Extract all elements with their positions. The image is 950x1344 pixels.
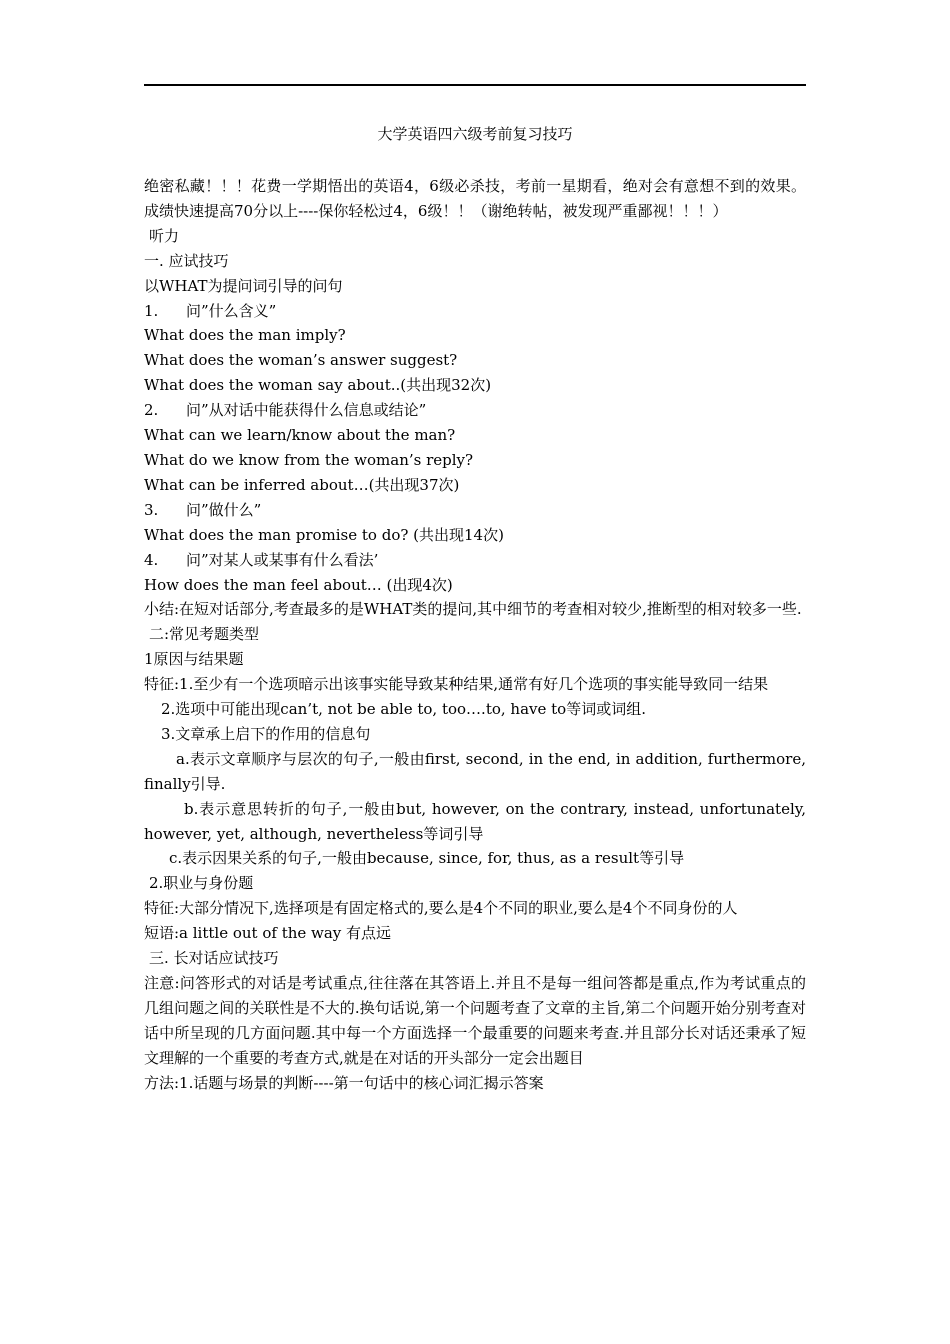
topic-2-feature: 特征:大部分情况下,选择项是有固定格式的,要么是4个不同的职业,要么是4个不同身份的人 bbox=[144, 899, 738, 918]
example-line: What does the woman say about..(共出现32次) bbox=[144, 376, 492, 395]
example-line: How does the man feel about… (出现4次) bbox=[144, 575, 453, 594]
topic-1-heading: 1原因与结果题 bbox=[144, 650, 244, 669]
topic-1-feature-a: a.表示文章顺序与层次的句子,一般由first, second, in the end, in addition, furthermore, finally引导. bbox=[144, 749, 806, 793]
question-type-4 bbox=[144, 548, 806, 573]
question-type-2 bbox=[144, 398, 806, 423]
section-1-heading: 一. 应试技巧 bbox=[144, 251, 229, 270]
document-body bbox=[144, 174, 806, 1096]
section-2-heading: 二:常见考题类型 bbox=[149, 625, 260, 644]
document-title: 大学英语四六级考前复习技巧 bbox=[377, 125, 573, 143]
topic-1-feature-3: 3.文章承上启下的作用的信息句 bbox=[161, 724, 371, 743]
summary-paragraph: 小结:在短对话部分,考查最多的是WHAT类的提问,其中细节的考查相对较少,推断型的相对较多一些. bbox=[144, 600, 802, 619]
question-type-1 bbox=[144, 299, 806, 324]
item-number: 2. bbox=[144, 401, 159, 420]
note-paragraph: 注意:问答形式的对话是考试重点,往往落在其答语上.并且不是每一组问答都是重点,作为考试重点的几组问题之间的关联性是不大的.换句话说,第一个问题考查了文章的主旨,第二个问题开始分别考查对话中所呈现的几方面问题.其中每一个方面选择一个最重要的问题来考查.并且部分长对话还秉承了短文理解的一个重要的考查方式,就是在对话的开头部分一定会出题目 bbox=[144, 974, 806, 1067]
item-number: 1. bbox=[144, 301, 159, 320]
topic-1-feature: 特征:1.至少有一个选项暗示出该事实能导致某种结果,通常有好几个选项的事实能导致同一结果 bbox=[144, 675, 769, 694]
item-number: 3. bbox=[144, 500, 159, 519]
section-1-subheading: 以WHAT为提问词引导的问句 bbox=[144, 276, 343, 295]
header-rule bbox=[144, 84, 806, 86]
topic-2-heading: 2.职业与身份题 bbox=[149, 874, 254, 893]
intro-paragraph: 绝密私藏！！！花费一学期悟出的英语4，6级必杀技，考前一星期看，绝对会有意想不到的效果。成绩快速提高70分以上----保你轻松过4，6级！！（谢绝转帖，被发现严重鄙视！！！） bbox=[144, 177, 806, 220]
item-label: 问”什么含义” bbox=[186, 301, 277, 320]
item-label: 问”对某人或某事有什么看法’ bbox=[186, 550, 379, 569]
topic-1-feature-c: c.表示因果关系的句子,一般由because, since, for, thus, as a result等引导 bbox=[169, 849, 685, 868]
phrase-line: 短语:a little out of the way 有点远 bbox=[144, 924, 392, 943]
example-line: What does the man promise to do? (共出现14次) bbox=[144, 525, 504, 544]
section-3-heading: 三. 长对话应试技巧 bbox=[149, 949, 279, 968]
example-line: What can we learn/know about the man? bbox=[144, 426, 456, 445]
item-number: 4. bbox=[144, 550, 159, 569]
item-label: 问”做什么” bbox=[186, 500, 262, 519]
method-line: 方法:1.话题与场景的判断----第一句话中的核心词汇揭示答案 bbox=[144, 1073, 544, 1092]
example-line: What does the woman’s answer suggest? bbox=[144, 351, 458, 370]
example-line: What do we know from the woman’s reply? bbox=[144, 450, 474, 469]
example-line: What does the man imply? bbox=[144, 326, 346, 345]
topic-1-feature-2: 2.选项中可能出现can’t, not be able to, too….to, have to等词或词组. bbox=[161, 700, 646, 719]
example-line: What can be inferred about…(共出现37次) bbox=[144, 475, 460, 494]
section-listening: 听力 bbox=[149, 226, 180, 245]
question-type-3 bbox=[144, 498, 806, 523]
topic-1-feature-b: b.表示意思转折的句子,一般由but, however, on the contrary, instead, unfortunately, however, yet, although, nevertheless等词引导 bbox=[144, 799, 806, 843]
item-label: 问”从对话中能获得什么信息或结论” bbox=[186, 401, 427, 420]
